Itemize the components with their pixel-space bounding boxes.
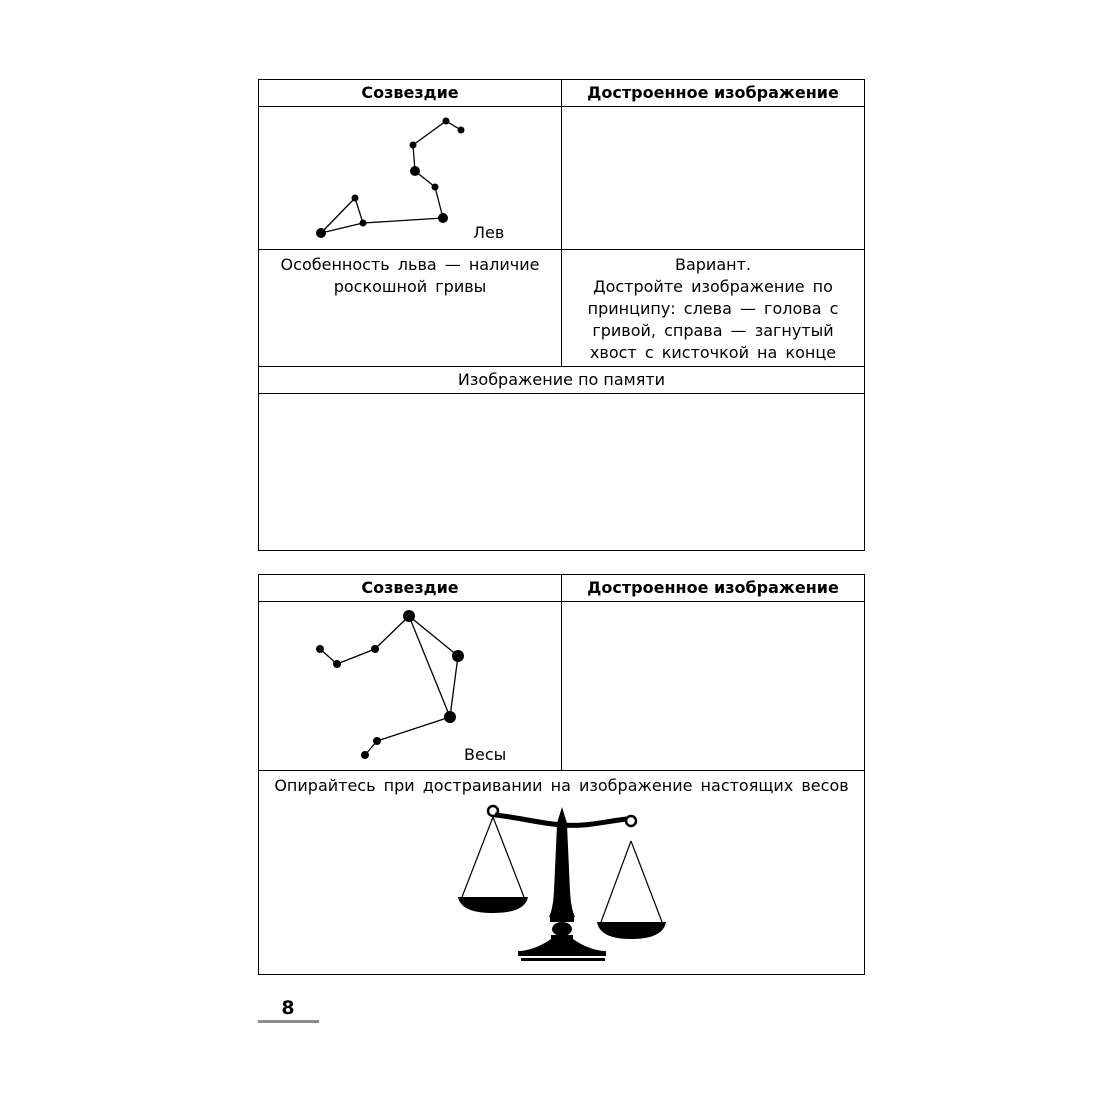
leo-star xyxy=(443,118,450,125)
balance-scales-icon xyxy=(447,801,687,973)
scales-hint-cell xyxy=(259,771,865,975)
scales-hint-text: Опирайтесь при достраивании на изображение настоящих весов xyxy=(274,776,849,795)
libra-constellation-cell xyxy=(259,602,562,771)
memory-drawing-area[interactable] xyxy=(259,394,865,551)
leo-star xyxy=(410,166,420,176)
leo-variant-title: Вариант. xyxy=(674,255,751,274)
leo-drawing-area[interactable] xyxy=(562,107,865,250)
libra-label: Весы xyxy=(464,745,507,764)
leo-star xyxy=(458,127,465,134)
libra-star xyxy=(371,645,379,653)
leo-variant-text xyxy=(562,250,864,366)
memory-drawing-label: Изображение по памяти xyxy=(457,370,666,389)
leo-star xyxy=(410,142,417,149)
leo-worksheet-table xyxy=(258,79,865,551)
leo-variant-cell xyxy=(562,250,865,367)
leo-constellation-cell xyxy=(259,107,562,250)
libra-star xyxy=(316,645,324,653)
libra-star xyxy=(373,737,381,745)
libra-drawing-area[interactable] xyxy=(562,602,865,771)
completed-image-column-header: Достроенное изображение xyxy=(562,575,865,602)
leo-feature-cell xyxy=(259,250,562,367)
libra-star xyxy=(452,650,464,662)
libra-star xyxy=(361,751,369,759)
page-number-underline xyxy=(258,1020,319,1023)
libra-worksheet-table xyxy=(258,574,865,975)
leo-star xyxy=(438,213,448,223)
libra-star xyxy=(444,711,456,723)
leo-star xyxy=(432,184,439,191)
libra-star xyxy=(403,610,415,622)
leo-star xyxy=(316,228,326,238)
leo-star xyxy=(352,195,359,202)
libra-star xyxy=(333,660,341,668)
libra-constellation-diagram xyxy=(259,602,562,770)
leo-label: Лев xyxy=(473,223,505,242)
completed-image-column-header: Достроенное изображение xyxy=(562,80,865,107)
leo-constellation-diagram xyxy=(259,107,562,249)
leo-star xyxy=(360,220,367,227)
page-number: 8 xyxy=(281,997,295,1019)
constellation-column-header: Созвездие xyxy=(259,575,562,602)
leo-variant-body: Достройте изображение по принципу: слева — голова с гривой, справа — загнутый хвост с кисточкой на конце xyxy=(587,277,839,362)
leo-feature-text: Особенность льва — наличие роскошной гривы xyxy=(280,255,540,296)
constellation-column-header: Созвездие xyxy=(259,80,562,107)
memory-drawing-label-cell xyxy=(259,367,865,394)
